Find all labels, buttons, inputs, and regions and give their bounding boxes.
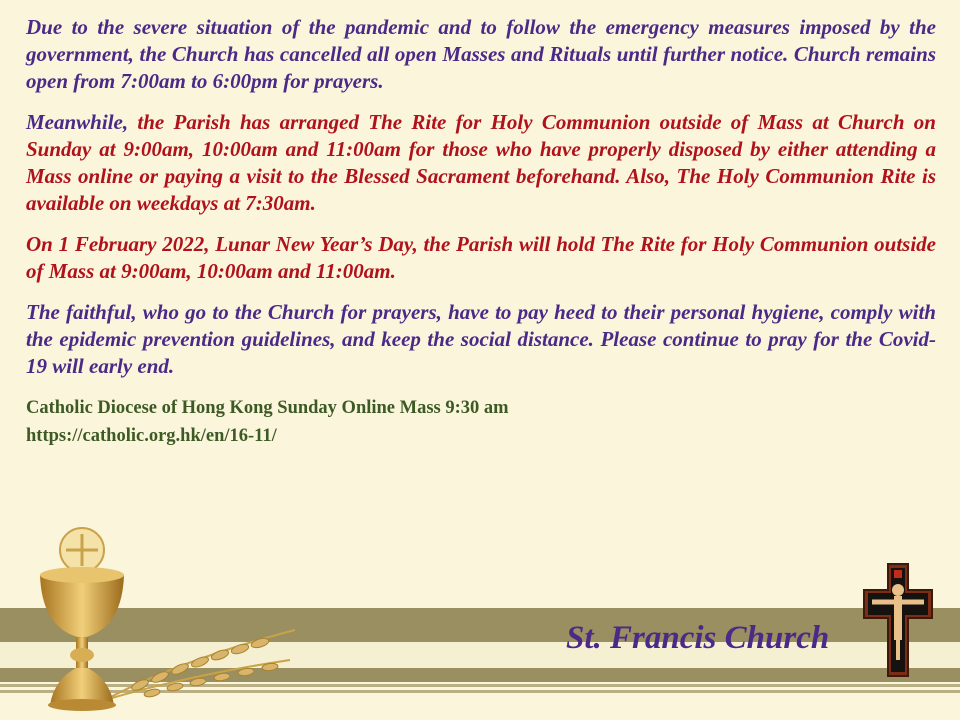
online-mass-info <box>26 394 936 450</box>
church-name: St. Francis Church <box>566 620 830 656</box>
crucifix-icon <box>858 560 938 680</box>
pandemic-notice: Due to the severe situation of the pandemic and to follow the emergency measures imposed by the government, the Church has cancelled all open Masses and Rituals until further notice. Church remains open from 7:00am to 6:00pm for prayers. <box>26 15 936 93</box>
hygiene-notice: The faithful, who go to the Church for prayers, have to pay heed to their personal hygiene, comply with the epidemic prevention guidelines, and keep the social distance. Please continue to pray for the Covid-19 will early end. <box>26 300 936 378</box>
chalice-icon <box>20 520 140 720</box>
communion-rite-notice <box>26 109 936 217</box>
communion-rite-text: the Parish has arranged The Rite for Holy Communion outside of Mass at Church on Sunday at 9:00am, 10:00am and 11:00am for those who have properly disposed by either attending a Mass online or paying a visit to the Blessed Sacrament beforehand. Also, The Holy Communion Rite is available on weekdays at 7:30am. <box>26 110 936 215</box>
online-mass-title: Catholic Diocese of Hong Kong Sunday Online Mass 9:30 am <box>26 398 509 418</box>
lunar-new-year-notice: On 1 February 2022, Lunar New Year’s Day, the Parish will hold The Rite for Holy Communion outside of Mass at 9:00am, 10:00am and 11:00am. <box>26 232 936 283</box>
meanwhile-prefix: Meanwhile, <box>26 110 129 134</box>
announcement-content <box>26 14 936 450</box>
online-mass-link[interactable]: https://catholic.org.hk/en/16-11/ <box>26 426 277 446</box>
